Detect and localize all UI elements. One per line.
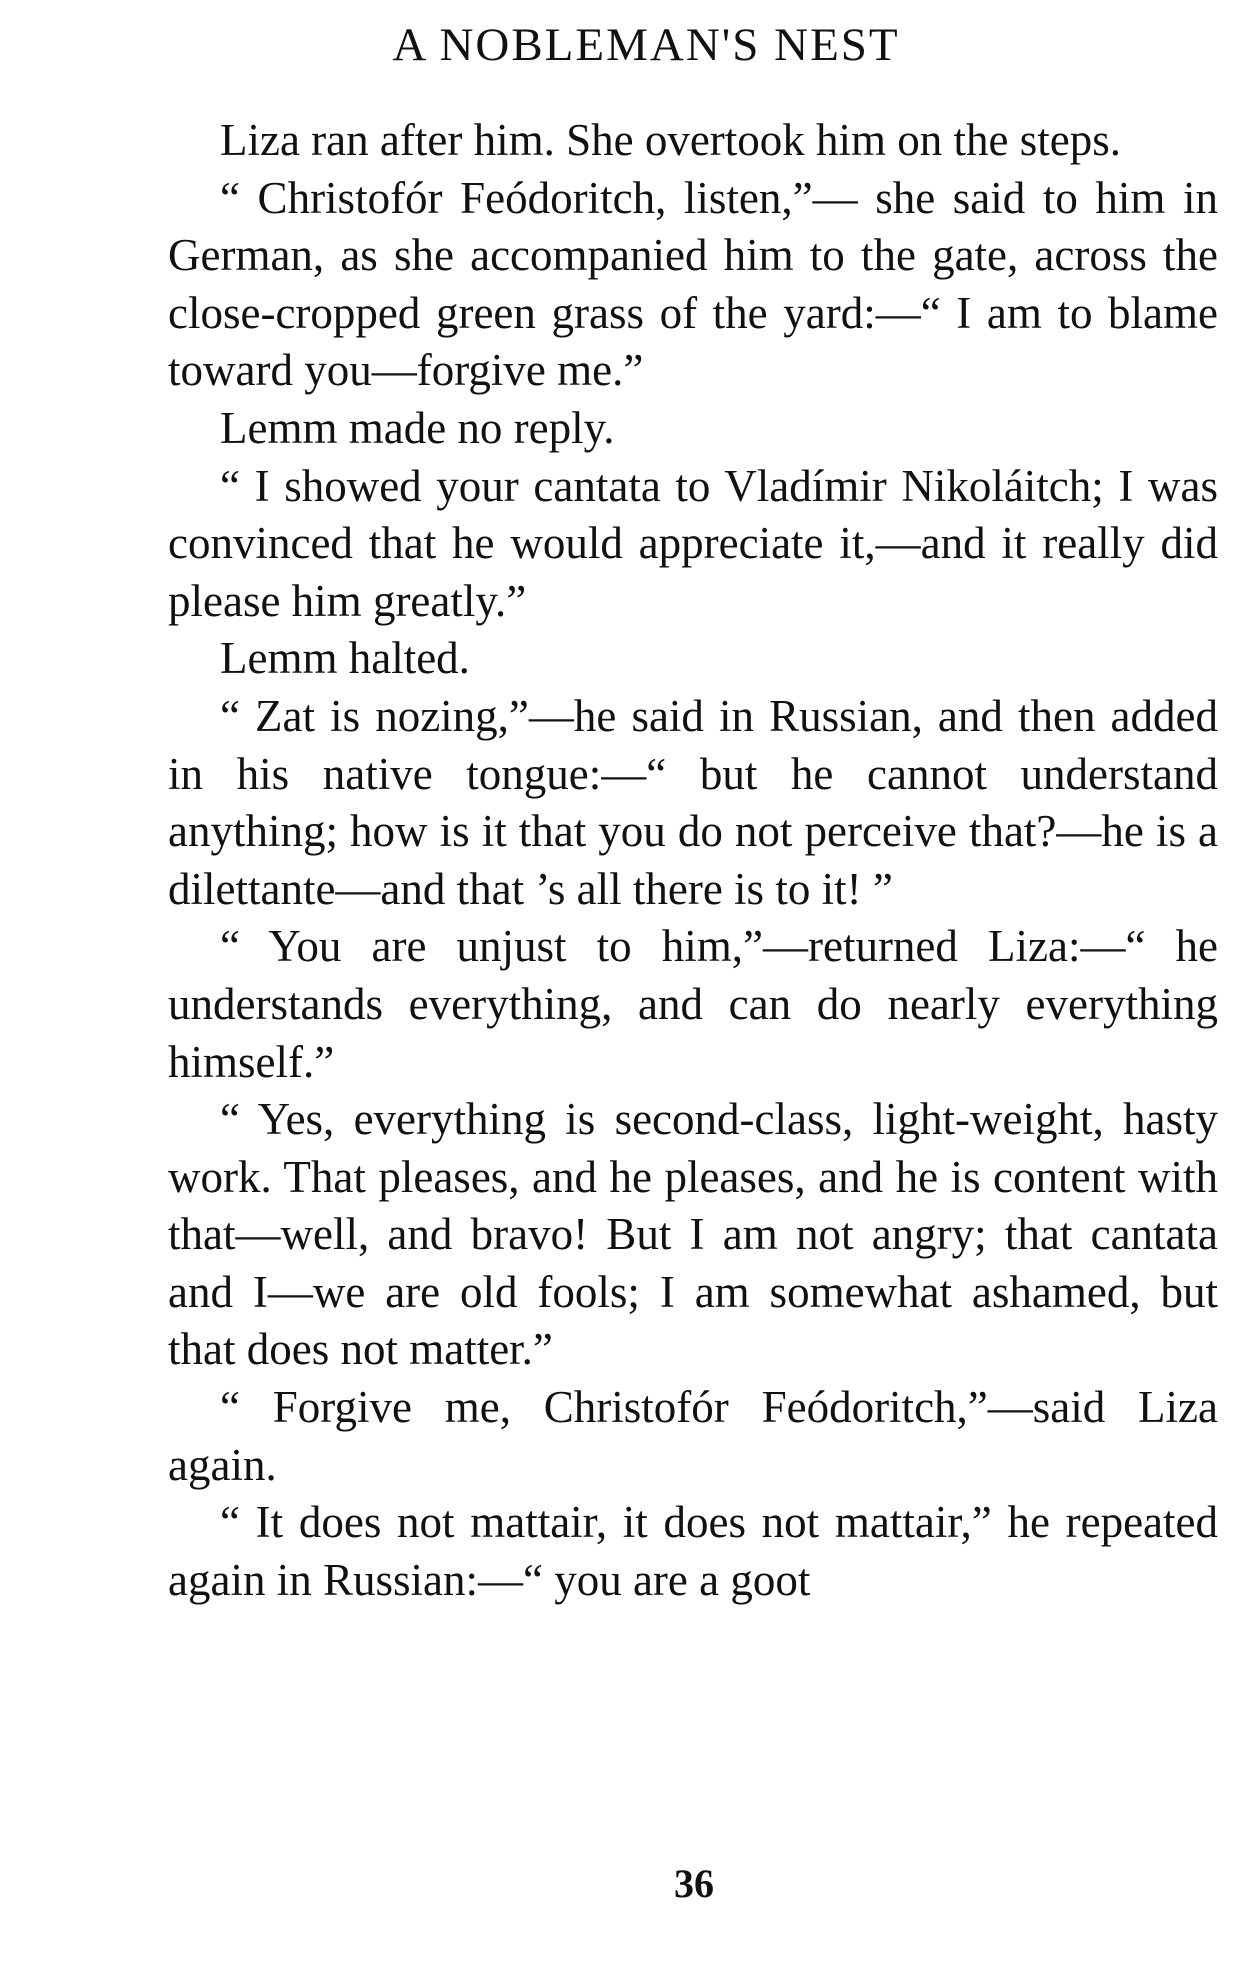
paragraph: “ You are unjust to him,”—returned Liza:—“ he understands everything, and can do nearly everything himself.”: [168, 921, 1218, 1087]
paragraph: “ Yes, everything is second-class, light-weight, hasty work. That pleases, and he pleases, and he is content with that—well, and bravo! But I am not angry; that cantata and I—we are old fools; I am somewhat ashamed, but that does not matter.”: [168, 1094, 1218, 1375]
paragraph: “ Forgive me, Christofór Feódoritch,”—said Liza again.: [168, 1382, 1218, 1490]
body-text: [168, 112, 1218, 1609]
running-head: A NOBLEMAN'S NEST: [392, 19, 900, 71]
paragraph: “ It does not mattair, it does not mattair,” he repeated again in Russian:—“ you are a goot: [168, 1497, 1218, 1605]
paragraph: Liza ran after him. She overtook him on the steps.: [220, 115, 1122, 165]
paragraph: “ Zat is nozing,”—he said in Russian, and then added in his native tongue:—“ but he cannot understand anything; how is it that you do not perceive that?—he is a dilettante—and that ’s all there is to it! ”: [168, 690, 1218, 914]
page-number: 36: [674, 1861, 714, 1906]
paragraph: Lemm halted.: [220, 633, 470, 684]
paragraph: “ Christofór Feódoritch, listen,”— she said to him in German, as she accompanied him to the gate, across the close-cropped green grass of the yard:—“ I am to blame toward you—forgive me.”: [168, 172, 1218, 396]
paragraph: “ I showed your cantata to Vladímir Nikoláitch; I was convinced that he would appreciate it,—and it really did please him greatly.”: [168, 460, 1218, 626]
paragraph: Lemm made no reply.: [220, 402, 615, 453]
